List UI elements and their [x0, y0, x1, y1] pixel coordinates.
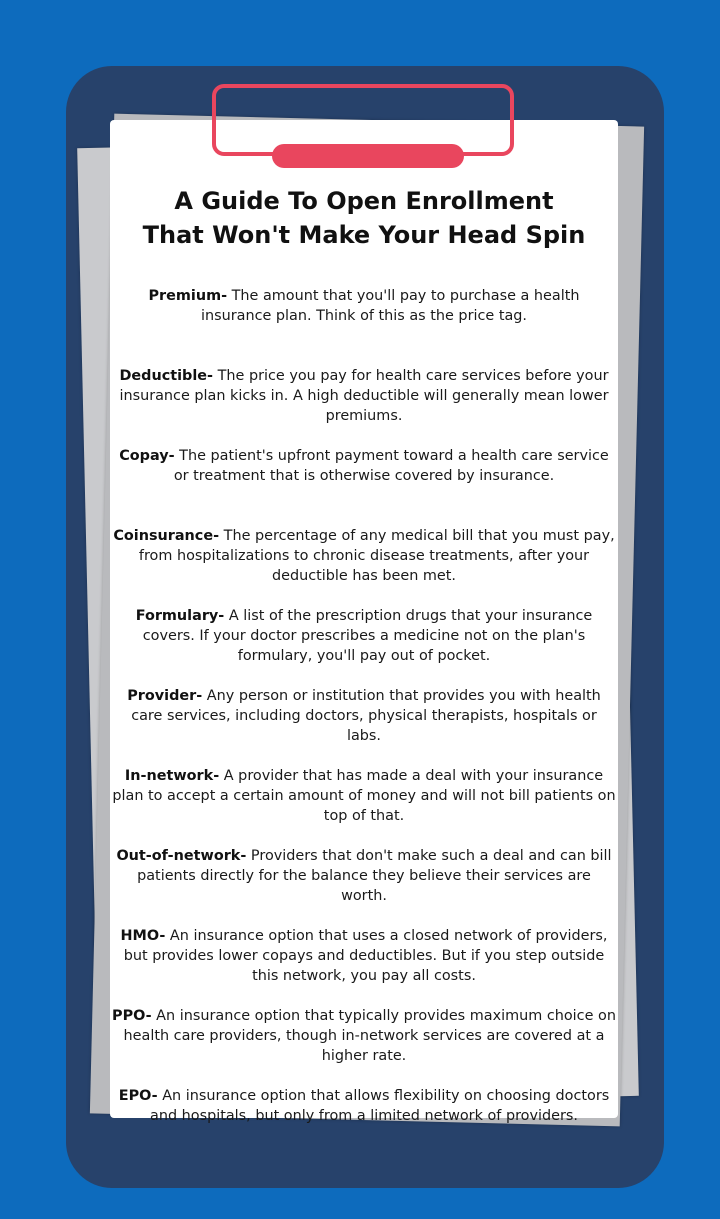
term-name: Provider- — [127, 688, 203, 704]
clipboard-clip-bar — [272, 144, 464, 168]
term-name: Coinsurance- — [113, 528, 220, 544]
glossary-item-hmo — [112, 926, 616, 1006]
glossary-item-epo — [112, 1086, 616, 1166]
glossary-item-ppo — [112, 1006, 616, 1086]
title-line-1: A Guide To Open Enrollment — [174, 187, 554, 215]
term-definition: A provider that has made a deal with your insurance plan to accept a certain amount of money and will not bill patients on top of that. — [112, 768, 616, 824]
term-definition: Any person or institution that provides you with health care services, including doctors, physical therapists, hospitals or labs. — [131, 688, 601, 744]
glossary-item-formulary — [112, 606, 616, 686]
term-name: PPO- — [112, 1008, 152, 1024]
term-definition: Providers that don't make such a deal and can bill patients directly for the balance they believe their services are worth. — [137, 848, 612, 904]
glossary-item-copay — [112, 446, 616, 526]
term-definition: The price you pay for health care services before your insurance plan kicks in. A high deductible will generally mean lower premiums. — [119, 368, 609, 424]
term-definition: The percentage of any medical bill that you must pay, from hospitalizations to chronic disease treatments, after your deductible has been met. — [138, 528, 615, 584]
page-title — [110, 184, 618, 252]
term-name: Formulary- — [135, 608, 225, 624]
title-line-2: That Won't Make Your Head Spin — [142, 221, 586, 249]
glossary-item-premium — [112, 286, 616, 366]
glossary-item-provider — [112, 686, 616, 766]
glossary-item-coinsurance — [112, 526, 616, 606]
term-definition: An insurance option that uses a closed network of providers, but provides lower copays and deductibles. But if you step outside this network, you pay all costs. — [123, 928, 608, 984]
term-definition: An insurance option that allows flexibility on choosing doctors and hospitals, but only from a limited network of providers. — [150, 1088, 610, 1124]
term-name: Out-of-network- — [116, 848, 247, 864]
term-name: EPO- — [118, 1088, 158, 1104]
term-name: Premium- — [148, 288, 228, 304]
term-name: Deductible- — [119, 368, 214, 384]
term-definition: The amount that you'll pay to purchase a health insurance plan. Think of this as the price tag. — [200, 288, 580, 324]
term-definition: A list of the prescription drugs that your insurance covers. If your doctor prescribes a medicine not on the plan's formulary, you'll pay out of pocket. — [142, 608, 593, 664]
term-definition: An insurance option that typically provides maximum choice on health care providers, though in-network services are covered at a higher rate. — [123, 1008, 616, 1064]
glossary-item-in-network — [112, 766, 616, 846]
glossary-item-out-of-network — [112, 846, 616, 926]
term-name: Copay- — [119, 448, 175, 464]
term-definition: The patient's upfront payment toward a health care service or treatment that is otherwise covered by insurance. — [173, 448, 609, 484]
term-name: In-network- — [124, 768, 220, 784]
glossary-item-deductible — [112, 366, 616, 446]
term-name: HMO- — [120, 928, 166, 944]
glossary-list — [112, 286, 616, 1166]
